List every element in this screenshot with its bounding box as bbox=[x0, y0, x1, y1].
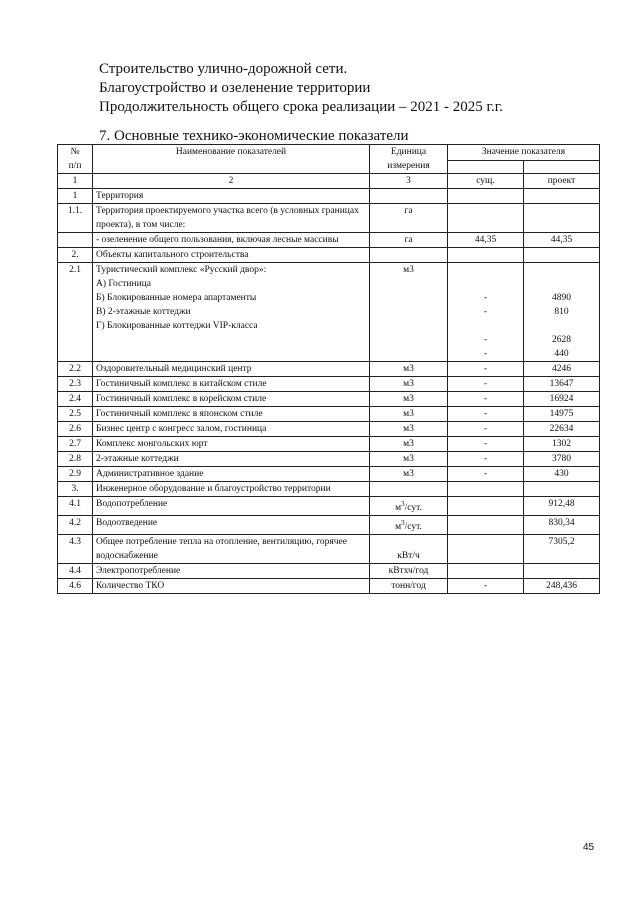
row-proj: 16924 bbox=[524, 392, 600, 407]
row-no: 2.6 bbox=[58, 422, 93, 437]
table-row bbox=[58, 482, 600, 497]
table-row bbox=[58, 497, 600, 516]
row-exist: - bbox=[448, 392, 524, 407]
row-exist bbox=[448, 189, 524, 204]
intro-line-1: Строительство улично-дорожной сети. bbox=[99, 61, 348, 77]
row-exist: - bbox=[448, 407, 524, 422]
header-name: Наименование показателей bbox=[93, 145, 370, 174]
row-exist: - bbox=[448, 452, 524, 467]
row-name: Гостиничный комплекс в китайском стиле bbox=[93, 377, 370, 392]
row-name: Количество ТКО bbox=[93, 579, 370, 594]
table-row bbox=[58, 467, 600, 482]
row-unit: м3 bbox=[370, 452, 448, 467]
row-name: Административное здание bbox=[93, 467, 370, 482]
table-row bbox=[58, 437, 600, 452]
row-exist bbox=[448, 564, 524, 579]
row-unit: м3 bbox=[370, 422, 448, 437]
row-exist: - bbox=[448, 437, 524, 452]
row-name: Водоотведение bbox=[93, 516, 370, 535]
intro-line-2: Благоустройство и озеленение территории bbox=[99, 80, 371, 96]
table-row bbox=[58, 377, 600, 392]
row-proj: 830,34 bbox=[524, 516, 600, 535]
row-unit: м3 bbox=[370, 407, 448, 422]
row-unit bbox=[370, 189, 448, 204]
table-row bbox=[58, 204, 600, 233]
row-unit: га bbox=[370, 204, 448, 233]
row-proj: 3780 bbox=[524, 452, 600, 467]
table-header-row bbox=[58, 145, 600, 161]
row-unit: $м^3$/сут. bbox=[370, 497, 448, 516]
row-name: Инженерное оборудование и благоустройство территории bbox=[93, 482, 370, 497]
row-proj: 248,436 bbox=[524, 579, 600, 594]
table-row bbox=[58, 189, 600, 204]
header-no: № п/п bbox=[58, 145, 93, 174]
index-cell: 2 bbox=[93, 174, 370, 189]
row-name: 2-этажные коттеджи bbox=[93, 452, 370, 467]
row-unit: кВтхч/год bbox=[370, 564, 448, 579]
row-exist: - bbox=[448, 362, 524, 377]
row-no: 1 bbox=[58, 189, 93, 204]
row-name: Бизнес центр с конгресс залом, гостиница bbox=[93, 422, 370, 437]
row-proj: 14975 bbox=[524, 407, 600, 422]
row-unit bbox=[370, 248, 448, 263]
row-exist: - bbox=[448, 377, 524, 392]
row-name: Гостиничный комплекс в корейском стиле bbox=[93, 392, 370, 407]
section-title: 7. Основные технико-экономические показатели bbox=[99, 128, 409, 144]
row-unit: м3 bbox=[370, 377, 448, 392]
row-name: Общее потребление тепла на отопление, вентиляцию, горячее водоснабжение bbox=[93, 535, 370, 564]
row-no: 4.2 bbox=[58, 516, 93, 535]
header-unit: Единица измерения bbox=[370, 145, 448, 174]
header-value-blank-2 bbox=[524, 161, 600, 174]
table-row bbox=[58, 263, 600, 362]
header-value-blank-1 bbox=[448, 161, 524, 174]
row-unit: га bbox=[370, 233, 448, 248]
row-exist bbox=[448, 482, 524, 497]
row-unit: тонн/год bbox=[370, 579, 448, 594]
row-no: 2.3 bbox=[58, 377, 93, 392]
row-no: 2. bbox=[58, 248, 93, 263]
row-exist bbox=[448, 535, 524, 564]
row-exist: - bbox=[448, 422, 524, 437]
row-name: Оздоровительный медицинский центр bbox=[93, 362, 370, 377]
table-row bbox=[58, 535, 600, 564]
table-row bbox=[58, 248, 600, 263]
table-row bbox=[58, 392, 600, 407]
row-proj: 7305,2 bbox=[524, 535, 600, 564]
row-no: 2.2 bbox=[58, 362, 93, 377]
row-name: Территория bbox=[93, 189, 370, 204]
row-name: Туристический комплекс «Русский двор»: А) Гостиница Б) Блокированные номера апартаменты В) 2-этажные коттеджи Г) Блокированные коттеджи VIP-класса bbox=[93, 263, 370, 362]
row-name: Объекты капитального строительства bbox=[93, 248, 370, 263]
row-proj: 13647 bbox=[524, 377, 600, 392]
row-name: Гостиничный комплекс в японском стиле bbox=[93, 407, 370, 422]
row-unit: м3 bbox=[370, 467, 448, 482]
row-unit: м3 bbox=[370, 263, 448, 362]
row-exist bbox=[448, 248, 524, 263]
row-name: Территория проектируемого участка всего (в условных границах проекта), в том числе: bbox=[93, 204, 370, 233]
table-row bbox=[58, 362, 600, 377]
table-row bbox=[58, 579, 600, 594]
row-no: 2.4 bbox=[58, 392, 93, 407]
header-value: Значение показателя bbox=[448, 145, 600, 161]
index-cell: 1 bbox=[58, 174, 93, 189]
row-proj bbox=[524, 189, 600, 204]
table-row bbox=[58, 564, 600, 579]
row-no: 2.5 bbox=[58, 407, 93, 422]
row-unit: кВт/ч bbox=[370, 535, 448, 564]
row-exist bbox=[448, 516, 524, 535]
table-row bbox=[58, 407, 600, 422]
row-proj: 912,48 bbox=[524, 497, 600, 516]
row-no: 4.6 bbox=[58, 579, 93, 594]
row-proj: 22634 bbox=[524, 422, 600, 437]
row-unit: $м^3$/сут. bbox=[370, 516, 448, 535]
row-no: 2.9 bbox=[58, 467, 93, 482]
row-name: Комплекс монгольских юрт bbox=[93, 437, 370, 452]
table-row bbox=[58, 452, 600, 467]
page-number: 45 bbox=[583, 842, 595, 853]
row-proj bbox=[524, 482, 600, 497]
row-proj bbox=[524, 204, 600, 233]
row-exist: - - - - bbox=[448, 263, 524, 362]
row-name: Водопотребление bbox=[93, 497, 370, 516]
table-row bbox=[58, 233, 600, 248]
row-no: 2.8 bbox=[58, 452, 93, 467]
row-proj: 44,35 bbox=[524, 233, 600, 248]
row-exist bbox=[448, 204, 524, 233]
row-no: 4.3 bbox=[58, 535, 93, 564]
row-proj bbox=[524, 564, 600, 579]
table-row bbox=[58, 516, 600, 535]
indicators-table bbox=[57, 144, 600, 594]
row-unit: м3 bbox=[370, 392, 448, 407]
row-exist: - bbox=[448, 467, 524, 482]
row-exist bbox=[448, 497, 524, 516]
row-exist: - bbox=[448, 579, 524, 594]
row-name: - озеленение общего пользования, включая лесные массивы bbox=[93, 233, 370, 248]
row-proj bbox=[524, 248, 600, 263]
row-exist: 44,35 bbox=[448, 233, 524, 248]
row-no: 4.1 bbox=[58, 497, 93, 516]
row-no: 1.1. bbox=[58, 204, 93, 233]
row-proj: 1302 bbox=[524, 437, 600, 452]
row-proj: 430 bbox=[524, 467, 600, 482]
row-no: 4.4 bbox=[58, 564, 93, 579]
row-no: 3. bbox=[58, 482, 93, 497]
row-no: 2.7 bbox=[58, 437, 93, 452]
table-row bbox=[58, 422, 600, 437]
index-cell: сущ. bbox=[448, 174, 524, 189]
intro-block bbox=[99, 60, 619, 117]
row-unit: м3 bbox=[370, 437, 448, 452]
index-cell: 3 bbox=[370, 174, 448, 189]
intro-line-3: Продолжительность общего срока реализации – 2021 - 2025 г.г. bbox=[99, 99, 503, 115]
row-name: Электропотребление bbox=[93, 564, 370, 579]
row-proj: 4890 810 2628 440 bbox=[524, 263, 600, 362]
row-unit: м3 bbox=[370, 362, 448, 377]
row-unit bbox=[370, 482, 448, 497]
row-no bbox=[58, 233, 93, 248]
index-cell: проект bbox=[524, 174, 600, 189]
row-no: 2.1 bbox=[58, 263, 93, 362]
row-proj: 4246 bbox=[524, 362, 600, 377]
index-row bbox=[58, 174, 600, 189]
